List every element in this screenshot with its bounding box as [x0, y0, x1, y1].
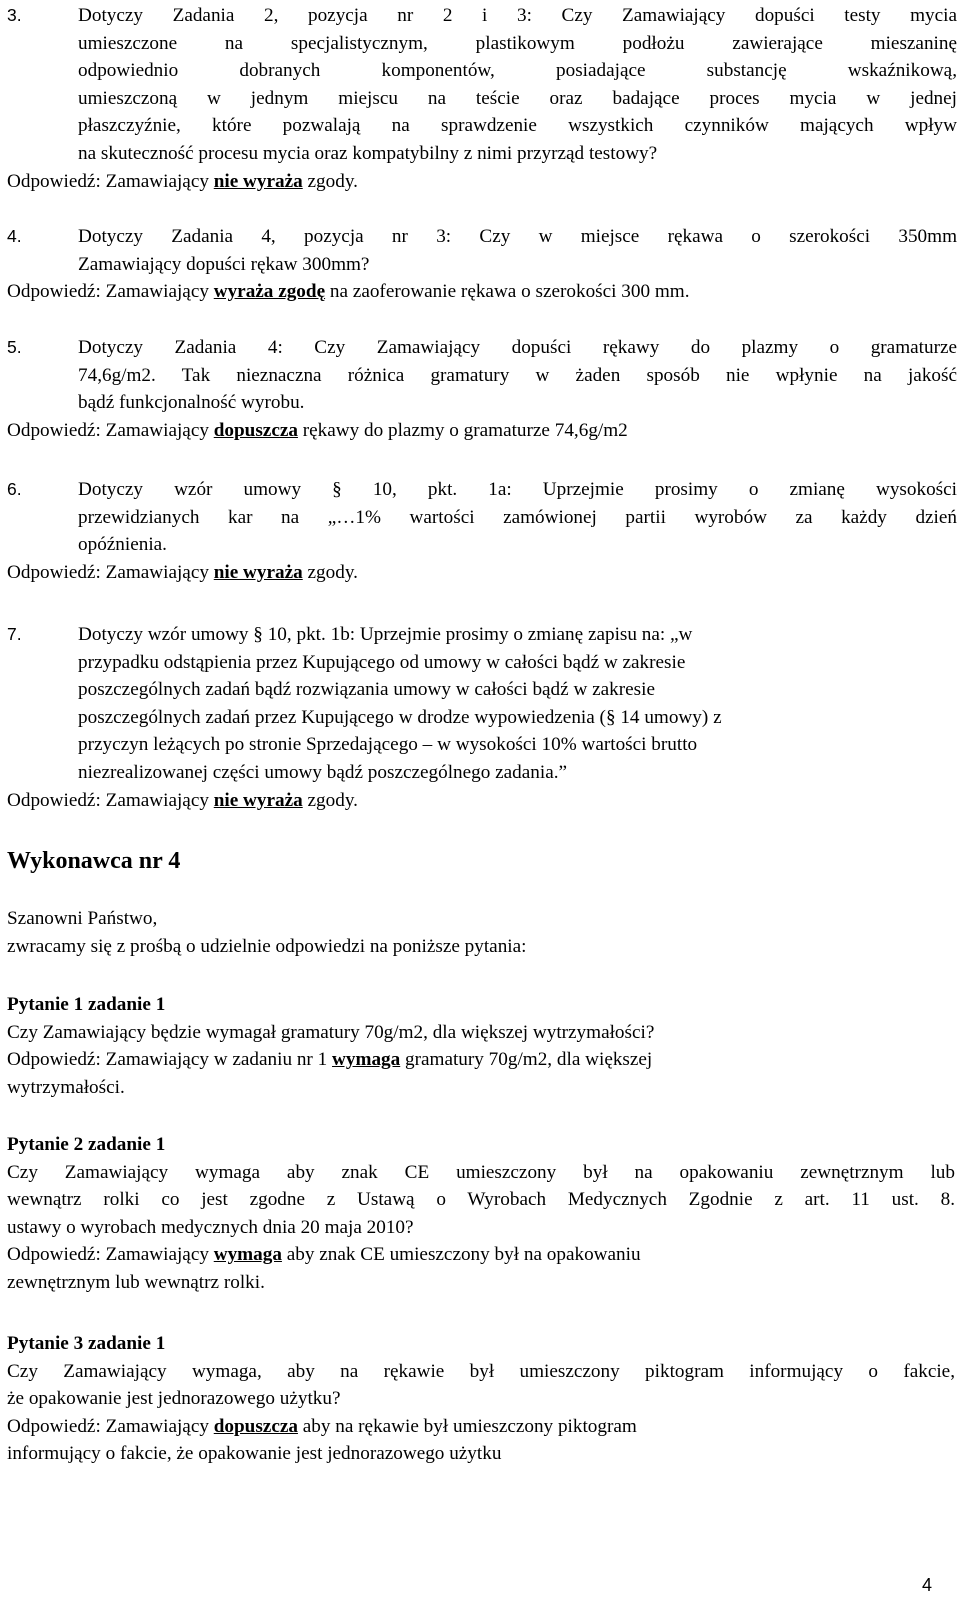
question-line: 74,6g/m2. Tak nieznaczna różnica gramatury w żaden sposób nie wpłynie na jakość	[78, 364, 957, 386]
answer-label: Odpowiedź:	[7, 1244, 101, 1266]
answer-line	[7, 559, 957, 587]
item-number: 6.	[7, 479, 22, 499]
item-number: 5.	[7, 337, 22, 357]
answer-label: Odpowiedź:	[7, 789, 101, 811]
answer-decision: dopuszcza	[213, 1415, 298, 1437]
question-block-2	[7, 1131, 955, 1297]
answer-subject: Zamawiający	[105, 561, 209, 583]
answer-rest: aby znak CE umieszczony był na opakowaniu	[286, 1244, 641, 1266]
question-title: Pytanie 3 zadanie 1	[7, 1333, 166, 1354]
answer-rest: rękawy do plazmy o gramaturze 74,6g/m2	[302, 419, 628, 441]
answer-line	[7, 417, 957, 445]
answer-label: Odpowiedź:	[7, 170, 101, 192]
answer-rest: gramatury 70g/m2, dla większej	[405, 1049, 653, 1071]
answer-line	[7, 278, 957, 306]
answer-line	[7, 168, 957, 196]
question-block-1	[7, 991, 955, 1101]
answer-line	[7, 1046, 955, 1074]
answer-subject: Zamawiający	[105, 419, 209, 441]
contractor-section-header	[7, 848, 955, 876]
question-line: Czy Zamawiający wymaga, aby na rękawie był umieszczony piktogram informujący o fakcie,	[7, 1360, 955, 1382]
question-line: niezrealizowanej części umowy bądź poszczególnego zadania.”	[78, 761, 568, 783]
answer-decision: wyraża zgodę	[213, 281, 326, 303]
answer-rest: zgody.	[307, 561, 358, 583]
question-item-4	[7, 223, 957, 306]
answer-rest: na zaoferowanie rękawa o szerokości 300 mm.	[329, 281, 690, 303]
answer-line	[7, 1413, 955, 1441]
item-number: 3.	[7, 5, 22, 25]
question-line: ustawy o wyrobach medycznych dnia 20 maja 2010?	[7, 1216, 414, 1238]
question-line: Dotyczy wzór umowy § 10, pkt. 1a: Uprzejmie prosimy o zmianę wysokości	[78, 479, 957, 500]
answer-subject: Zamawiający	[105, 281, 209, 303]
question-line: Zamawiający dopuści rękaw 300mm?	[78, 253, 370, 275]
question-line: umieszczone na specjalistycznym, plastikowym podłożu zawierające mieszaninę	[78, 32, 957, 54]
question-title: Pytanie 2 zadanie 1	[7, 1134, 166, 1155]
item-number: 4.	[7, 226, 22, 246]
question-line: przyczyn leżących po stronie Sprzedającego – w wysokości 10% wartości brutto	[78, 734, 698, 756]
answer-label: Odpowiedź:	[7, 1049, 101, 1071]
answer-rest: zgody.	[307, 170, 358, 192]
answer-subject: Zamawiający	[105, 1244, 209, 1266]
answer-line: informujący o fakcie, że opakowanie jest jednorazowego użytku	[7, 1443, 502, 1465]
answer-line	[7, 1241, 955, 1269]
question-item-7	[7, 621, 957, 814]
question-line: przewidzianych kar na „…1% wartości zamówionej partii wyrobów za każdy dzień	[78, 506, 957, 528]
answer-rest: zgody.	[307, 789, 358, 811]
question-line: odpowiednio dobranych komponentów, posiadające substancję wskaźnikową,	[78, 60, 957, 82]
contractor-intro	[7, 905, 955, 960]
question-line: umieszczoną w jednym miejscu na teście oraz badające proces mycia w jednej	[78, 87, 957, 109]
answer-label: Odpowiedź:	[7, 561, 101, 583]
question-line: że opakowanie jest jednorazowego użytku?	[7, 1388, 341, 1410]
intro-text: zwracamy się z prośbą o udzielnie odpowiedzi na poniższe pytania:	[7, 935, 527, 957]
question-line: Dotyczy Zadania 2, pozycja nr 2 i 3: Czy Zamawiający dopuści testy mycia	[78, 5, 957, 26]
answer-label: Odpowiedź:	[7, 419, 101, 441]
question-line: bądź funkcjonalność wyrobu.	[78, 392, 305, 414]
item-number: 7.	[7, 624, 22, 644]
question-line: poszczególnych zadań bądź rozwiązania umowy w całości bądź w zakresie	[78, 679, 655, 701]
answer-rest: aby na rękawie był umieszczony piktogram	[302, 1415, 637, 1437]
answer-subject: Zamawiający	[105, 789, 209, 811]
question-line: opóźnienia.	[78, 534, 167, 556]
question-line: przypadku odstąpienia przez Kupującego od umowy w całości bądź w zakresie	[78, 651, 686, 673]
answer-decision: wymaga	[332, 1049, 401, 1071]
question-line: na skuteczność procesu mycia oraz kompatybilny z nimi przyrząd testowy?	[78, 142, 658, 164]
answer-subject: Zamawiający w zadaniu nr 1	[105, 1049, 328, 1071]
answer-line	[7, 787, 957, 815]
answer-decision: nie wyraża	[213, 561, 303, 583]
question-line: Dotyczy wzór umowy § 10, pkt. 1b: Uprzejmie prosimy o zmianę zapisu na: „w	[78, 624, 693, 645]
contractor-heading: Wykonawca nr 4	[7, 848, 181, 874]
question-item-6	[7, 476, 957, 586]
answer-decision: nie wyraża	[213, 789, 303, 811]
answer-subject: Zamawiający	[105, 170, 209, 192]
question-line: Czy Zamawiający wymaga aby znak CE umieszczony był na opakowaniu zewnętrznym lub	[7, 1161, 955, 1183]
question-line: Dotyczy Zadania 4, pozycja nr 3: Czy w miejsce rękawa o szerokości 350mm	[78, 226, 957, 247]
question-line: wewnątrz rolki co jest zgodne z Ustawą o Wyrobach Medycznych Zgodnie z art. 11 ust. 8.	[7, 1189, 955, 1211]
answer-line: zewnętrznym lub wewnątrz rolki.	[7, 1271, 265, 1293]
question-line: Czy Zamawiający będzie wymagał gramatury 70g/m2, dla większej wytrzymałości?	[7, 1021, 655, 1043]
question-line: Dotyczy Zadania 4: Czy Zamawiający dopuści rękawy do plazmy o gramaturze	[78, 337, 957, 358]
answer-subject: Zamawiający	[105, 1415, 214, 1437]
question-line: płaszczyźnie, które pozwalają na sprawdzenie wszystkich czynników mających wpływ	[78, 115, 957, 137]
question-block-3	[7, 1330, 955, 1468]
answer-decision: nie wyraża	[213, 170, 303, 192]
answer-label: Odpowiedź:	[7, 1415, 101, 1437]
answer-line: wytrzymałości.	[7, 1076, 125, 1098]
question-title: Pytanie 1 zadanie 1	[7, 994, 166, 1015]
answer-label: Odpowiedź:	[7, 281, 101, 303]
question-item-3	[7, 2, 957, 195]
page-number: 4	[921, 1575, 932, 1595]
answer-decision: dopuszcza	[213, 419, 298, 441]
question-line: poszczególnych zadań przez Kupującego w drodze wypowiedzenia (§ 14 umowy) z	[78, 706, 722, 728]
greeting: Szanowni Państwo,	[7, 908, 158, 929]
question-item-5	[7, 334, 957, 444]
answer-decision: wymaga	[213, 1244, 282, 1266]
